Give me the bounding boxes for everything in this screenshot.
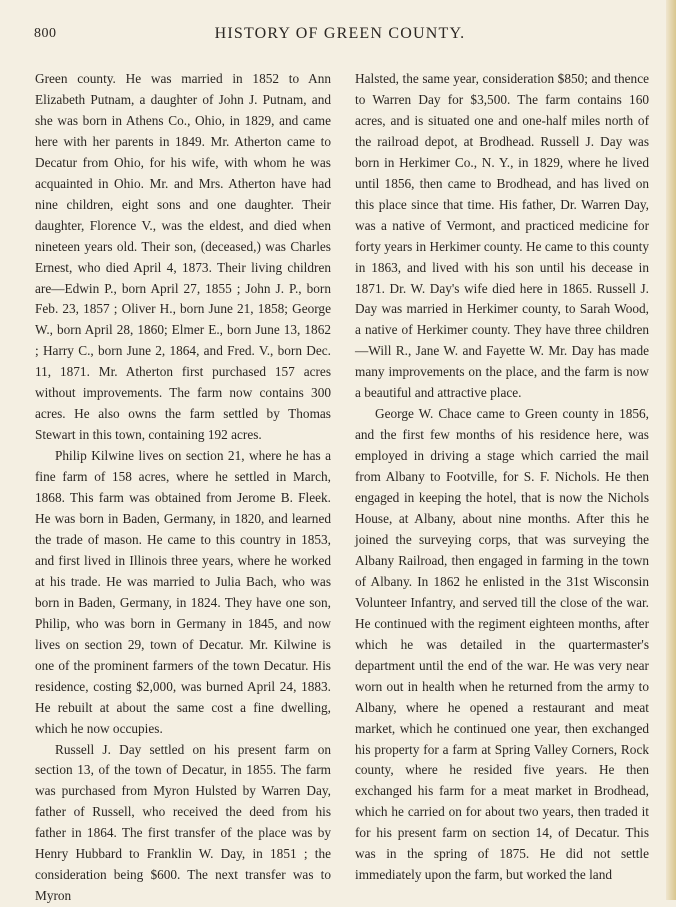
page-number: 800 xyxy=(34,26,57,42)
paragraph-russell-day-continued: Halsted, the same year, consideration $850; and thence to Warren Day for $3,500. The farm contains 160 acres, and is situated one and one-half miles north of the railroad depot, at Brodhead. Russell J. Day was born in Herkimer Co., N. Y., in 1829, where he lived until 1856, then came to Brodhead, and has lived on this place since that time. His father, Dr. Warren Day, was a native of Vermont, and practiced medicine for forty years in Herkimer county. He came to this county in 1863, and lived with his son until his decease in 1871. Dr. W. Day's wife died here in 1865. Russell J. Day was married in Herkimer county, to Sarah Wood, a native of Herkimer county. They have three children—Will R., Jane W. and Fayette W. Mr. Day has made many improvements on the place, and the farm is now a beautiful and attractive place. xyxy=(355,69,649,404)
running-title: HISTORY OF GREEN COUNTY. xyxy=(34,25,646,43)
paragraph-atherton-continued: Green county. He was married in 1852 to Ann Elizabeth Putnam, a daughter of John J. Putnam, and she was born in Athens Co., Ohio, in 1829, and came here with her parents in 1849. Mr. Atherton came to Decatur from Ohio, for his wife, with whom he was acquainted in Ohio. Mr. and Mrs. Atherton have had nine children, eight sons and one daughter. Their daughter, Florence V., was the eldest, and died when nineteen years old. Their son, (deceased,) was Charles Ernest, who died April 4, 1873. Their living children are—Edwin P., born April 27, 1855 ; John J. P., born Feb. 23, 1857 ; Oliver H., born June 21, 1858; George W., born April 28, 1860; Elmer E., born June 13, 1862 ; Harry C., born June 2, 1864, and Fred. V., born Dec. 11, 1871. Mr. Atherton first purchased 157 acres without improvements. The farm now contains 300 acres. He also owns the farm settled by Thomas Stewart in this town, containing 192 acres. xyxy=(35,69,331,446)
paragraph-george-chace: George W. Chace came to Green county in 1856, and the first few months of his residence here, was employed in driving a stage which carried the mail from Albany to Footville, for S. F. Nichols. He then engaged in keeping the hotel, that is now the Nichols House, at Albany, about nine months. After this he joined the surveying corps, that was surveying the Albany Railroad, then engaged in farming in the town of Albany. In 1862 he enlisted in the 31st Wisconsin Volunteer Infantry, and served till the close of the war. He continued with the regiment eighteen months, after which he was detailed in the quartermaster's department until the end of the war. He was very near worn out in health when he returned from the army to Albany, where he opened a restaurant and meat market, which he continued one year, then exchanged his property for a farm at Spring Valley Corners, Rock county, where he resided five years. He then exchanged his farm for a meat market in Brodhead, which he carried on for about two years, then traded it for his present farm on section 14, of Decatur. This was in the spring of 1875. He did not settle immediately upon the farm, but worked the land xyxy=(355,404,649,886)
paragraph-philip-kilwine: Philip Kilwine lives on section 21, where he has a fine farm of 158 acres, where he settled in March, 1868. This farm was obtained from Jerome B. Fleek. He was born in Baden, Germany, in 1820, and learned the trade of mason. He came to this country in 1853, and first lived in Illinois three years, where he worked at his trade. He was married to Julia Bach, who was born in Baden, Germany, in 1824. They have one son, Philip, who was born in Germany in 1845, and now lives on section 29, town of Decatur. Mr. Kilwine is one of the prominent farmers of the town Decatur. His residence, costing $2,000, was burned April 24, 1883. He rebuilt at about the same cost a fine dwelling, which he now occupies. xyxy=(35,446,331,739)
page-edge xyxy=(666,0,676,900)
page-header xyxy=(34,18,646,46)
left-text-column xyxy=(35,69,331,907)
paragraph-russell-day: Russell J. Day settled on his present farm on section 13, of the town of Decatur, in 1855. The farm was purchased from Myron Hulsted by Warren Day, father of Russell, who received the deed from his father in 1864. The first transfer of the place was by Henry Hubbard to Franklin W. Day, in 1851 ; the consideration being $600. The next transfer was to Myron xyxy=(35,740,331,907)
right-text-column xyxy=(355,69,649,886)
